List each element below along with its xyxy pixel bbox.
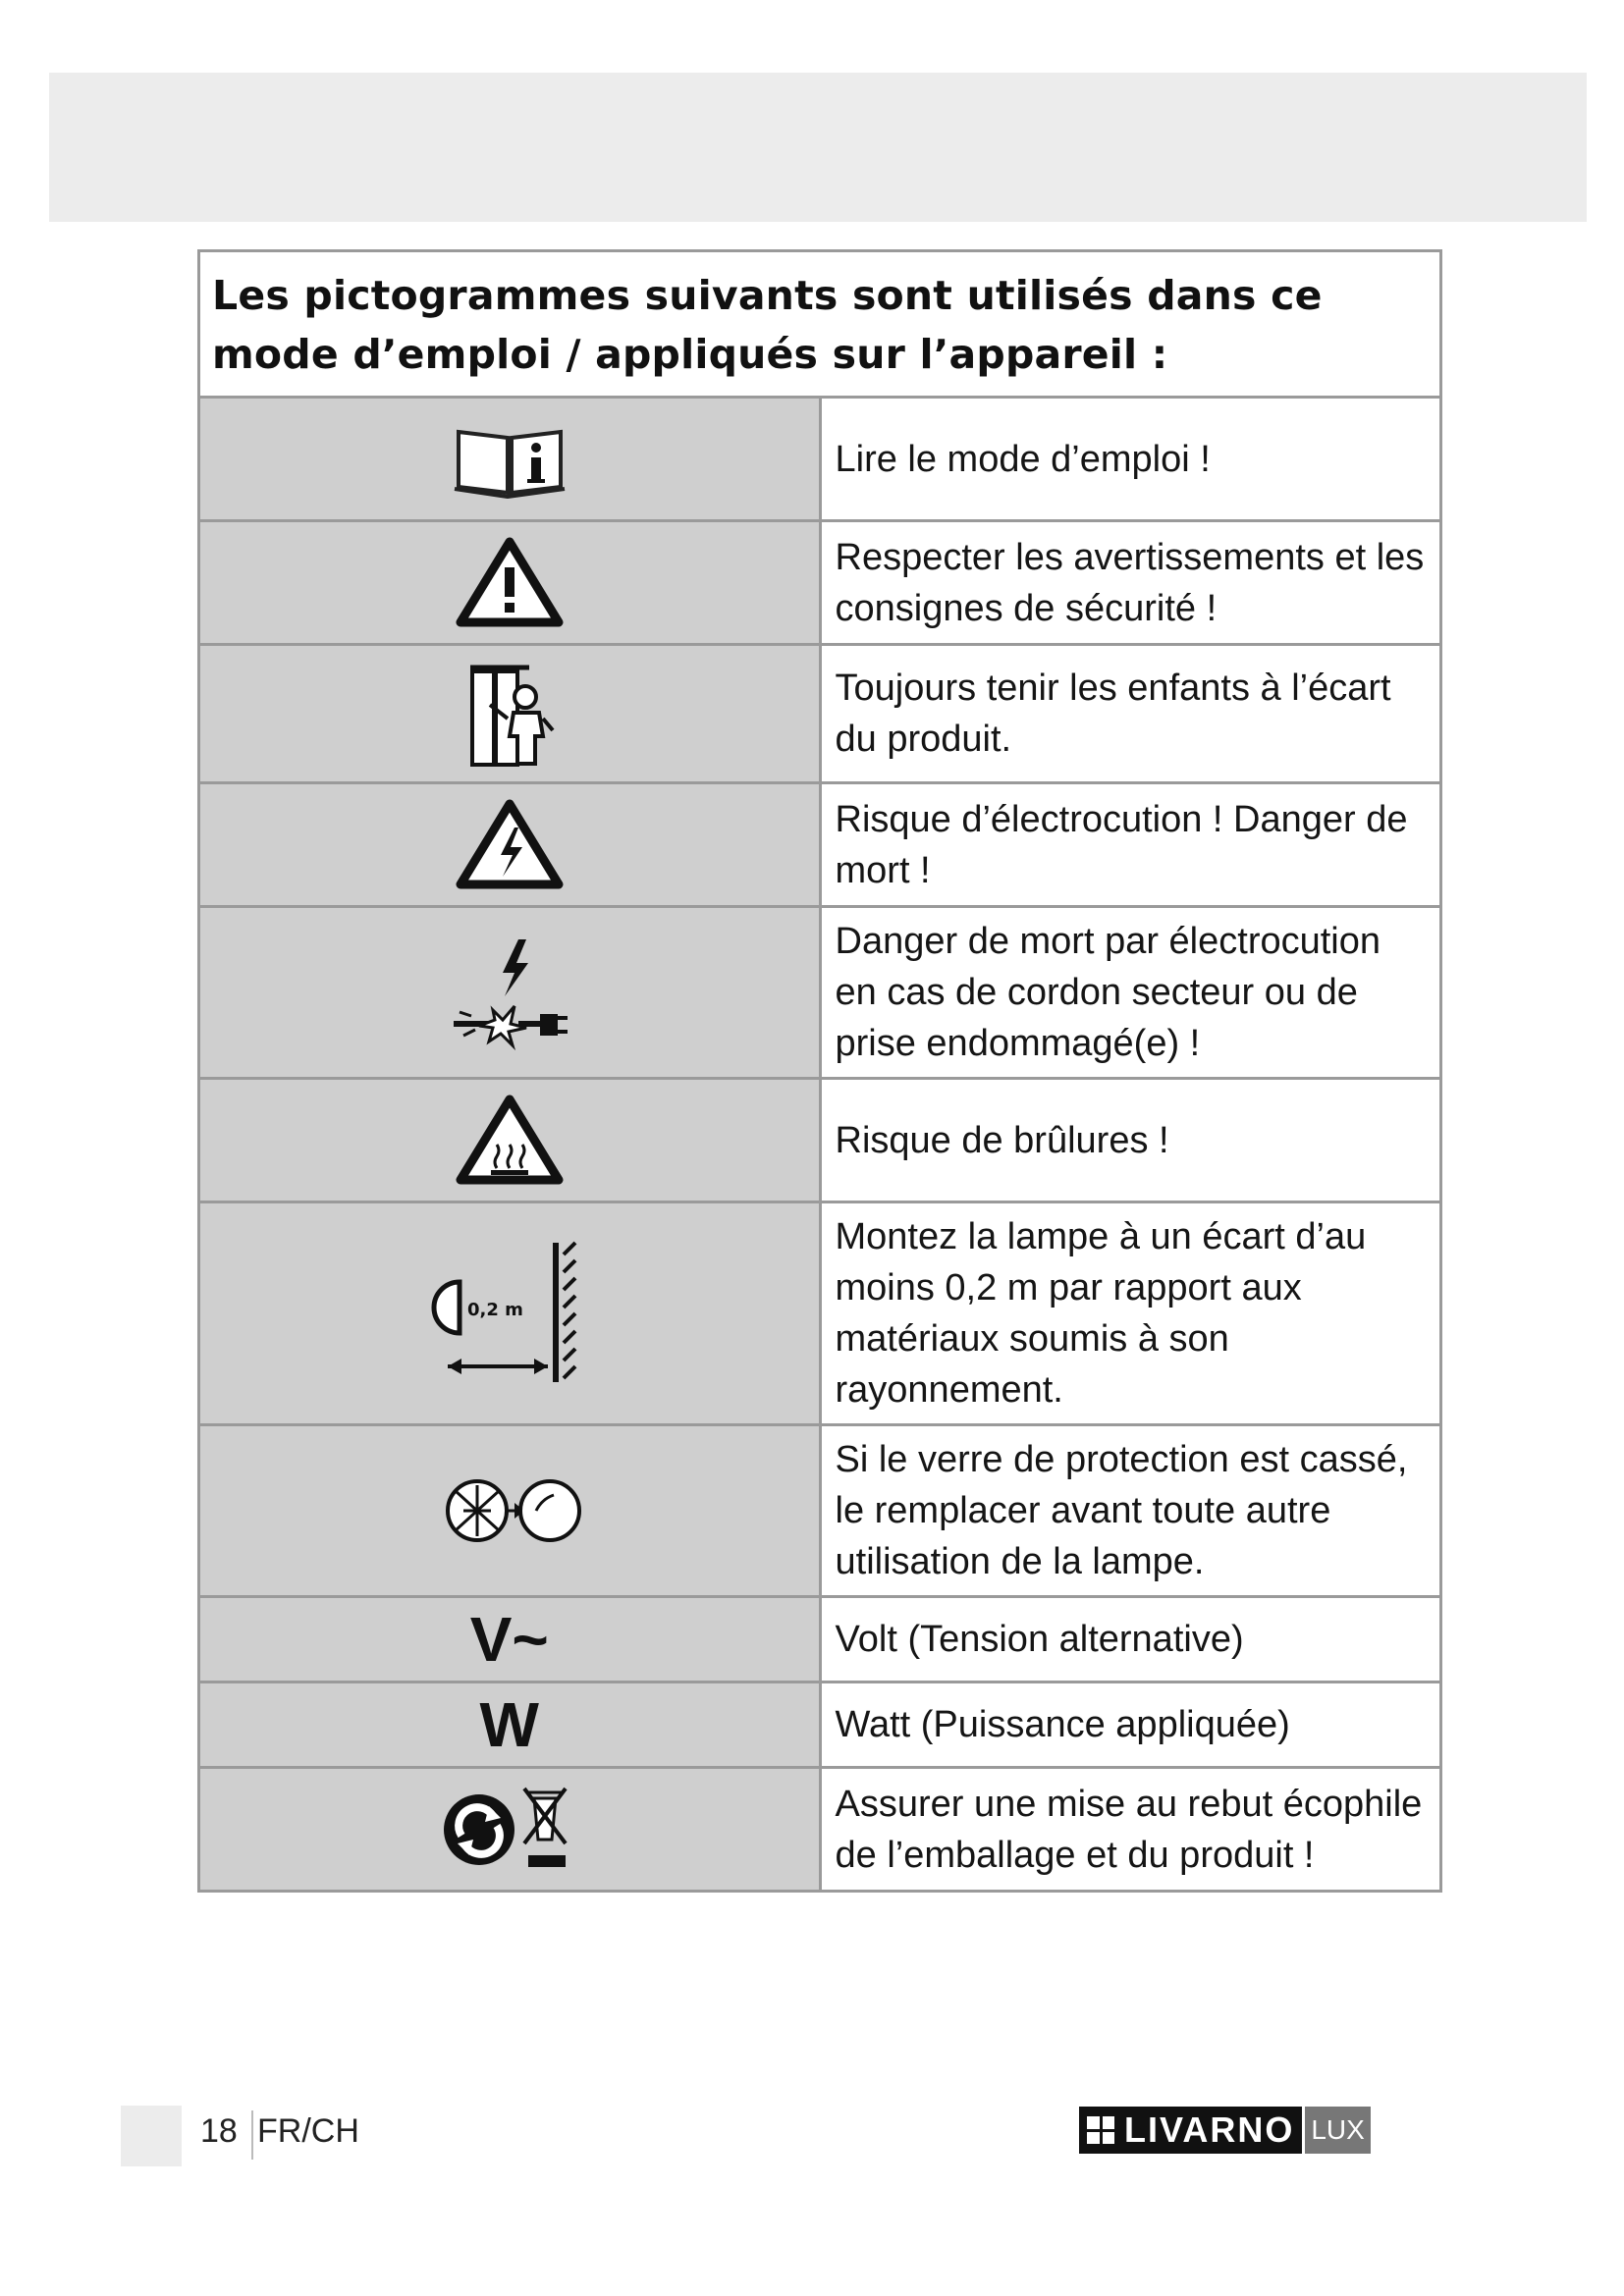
table-row: [199, 1425, 1441, 1597]
table-row: [199, 1768, 1441, 1892]
warning-triangle-icon: [199, 521, 821, 645]
language-code: FR/CH: [257, 2112, 359, 2150]
row-text: Si le verre de protection est cassé, le remplacer avant toute autre utilisation de la lampe.: [820, 1425, 1441, 1597]
brand-mark-icon: [1087, 2116, 1114, 2144]
table-row: [199, 907, 1441, 1079]
child-safety-icon: [199, 645, 821, 783]
row-text: Risque de brûlures !: [820, 1079, 1441, 1202]
table-heading-row: [199, 251, 1441, 398]
distance-icon: [199, 1202, 821, 1425]
electric-shock-icon: [199, 783, 821, 907]
brand-name-block: [1079, 2107, 1302, 2154]
row-text: Lire le mode d’emploi !: [820, 398, 1441, 521]
damaged-cable-icon: [199, 907, 821, 1079]
row-text: Danger de mort par électrocution en cas de cordon secteur ou de prise endommagé(e) !: [820, 907, 1441, 1079]
pictogram-table: [197, 249, 1442, 1893]
row-text: Risque d’électrocution ! Danger de mort !: [820, 783, 1441, 907]
row-text: Watt (Puissance appliquée): [820, 1682, 1441, 1768]
row-text: Volt (Tension alternative): [820, 1597, 1441, 1682]
row-text: Toujours tenir les enfants à l’écart du produit.: [820, 645, 1441, 783]
table-row: [199, 1202, 1441, 1425]
brand-suffix: LUX: [1305, 2107, 1370, 2154]
brand-logo: [1079, 2107, 1371, 2154]
row-text: Respecter les avertissements et les consignes de sécurité !: [820, 521, 1441, 645]
volt-symbol: V~: [199, 1597, 821, 1682]
table-row: [199, 398, 1441, 521]
header-band: [49, 73, 1587, 222]
table-row: [199, 521, 1441, 645]
table-heading: Les pictogrammes suivants sont utilisés dans ce mode d’emploi / appliqués sur l’appareil :: [199, 251, 1441, 398]
table-row: [199, 783, 1441, 907]
brand-name: LIVARNO: [1124, 2109, 1295, 2150]
table-row: [199, 1079, 1441, 1202]
watt-symbol: W: [199, 1682, 821, 1768]
footer-divider: [251, 2110, 253, 2160]
row-text: Assurer une mise au rebut écophile de l’emballage et du produit !: [820, 1768, 1441, 1892]
read-manual-icon: [199, 398, 821, 521]
table-row: [199, 645, 1441, 783]
recycling-icon: [199, 1768, 821, 1892]
hot-surface-icon: [199, 1079, 821, 1202]
distance-icon-label: 0,2 m: [466, 1300, 523, 1320]
broken-glass-icon: [199, 1425, 821, 1597]
page-number-box: [121, 2106, 182, 2166]
row-text: Montez la lampe à un écart d’au moins 0,2 m par rapport aux matériaux soumis à son rayonnement.: [820, 1202, 1441, 1425]
page-number: 18: [200, 2112, 238, 2150]
table-row: [199, 1682, 1441, 1768]
table-row: [199, 1597, 1441, 1682]
